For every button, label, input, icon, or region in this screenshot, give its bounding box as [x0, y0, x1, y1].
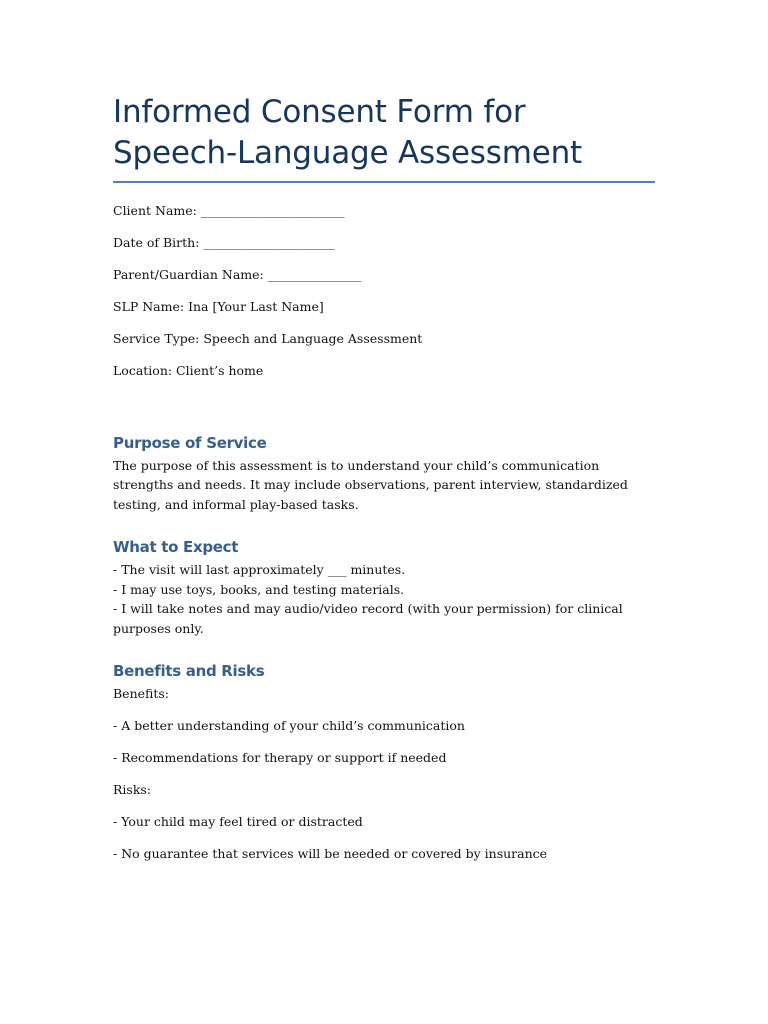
date-of-birth-field: Date of Birth: _____________________ [113, 235, 335, 250]
section-purpose [113, 433, 655, 515]
client-info-fields [113, 201, 655, 381]
risk-item: - No guarantee that services will be needed or covered by insurance [113, 846, 548, 861]
benefits-label: Benefits: [113, 686, 170, 701]
risks-label: Risks: [113, 782, 152, 797]
location-field: Location: Client’s home [113, 363, 264, 378]
what-to-expect-heading: What to Expect [113, 538, 239, 556]
expect-item: - The visit will last approximately ___ minutes. [113, 562, 406, 577]
purpose-text: The purpose of this assessment is to understand your child’s communication strengths and needs. It may include observations, parent interview, standardized testing, and informal play-based tasks. [113, 457, 628, 512]
benefits-risks-heading: Benefits and Risks [113, 662, 265, 680]
title-underline [113, 181, 655, 183]
section-benefits-risks [113, 661, 655, 864]
expect-item: - I will take notes and may audio/video record (with your permission) for clinical purposes only. [113, 601, 623, 636]
benefit-item: - A better understanding of your child’s communication [113, 718, 465, 733]
document-title: Informed Consent Form for Speech-Language Assessment [113, 94, 582, 171]
benefit-item: - Recommendations for therapy or support if needed [113, 750, 447, 765]
document-page [113, 92, 655, 876]
slp-name-field: SLP Name: Ina [Your Last Name] [113, 299, 324, 314]
risk-item: - Your child may feel tired or distracted [113, 814, 363, 829]
section-what-to-expect [113, 537, 655, 638]
expect-item: - I may use toys, books, and testing materials. [113, 581, 405, 597]
client-name-field: Client Name: _______________________ [113, 203, 345, 218]
purpose-heading: Purpose of Service [113, 433, 267, 452]
parent-guardian-name-field: Parent/Guardian Name: _______________ [113, 267, 362, 282]
service-type-field: Service Type: Speech and Language Assessment [113, 331, 423, 346]
